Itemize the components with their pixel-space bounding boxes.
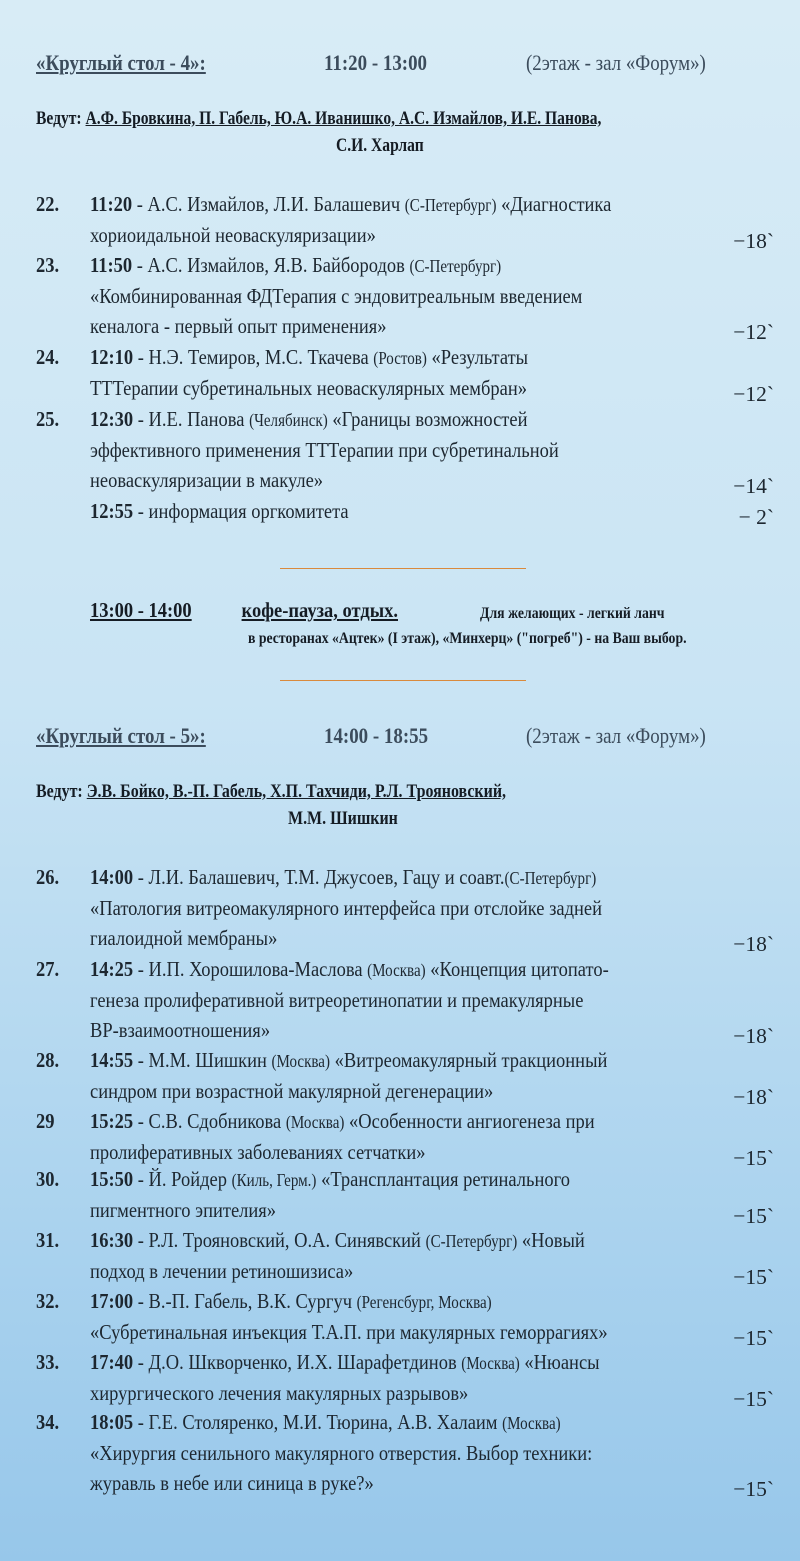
- agenda-item: [0, 250, 800, 342]
- item-line-1: [90, 189, 611, 221]
- item-title-start: «Нюансы: [519, 1350, 600, 1374]
- item-number: 25.: [36, 407, 60, 431]
- item-time: 18:05: [90, 1410, 134, 1434]
- item-title-start: «Концепция цитопато-: [425, 957, 609, 981]
- item-duration: −15`: [733, 1145, 774, 1170]
- item-city: (С-Петербург): [409, 256, 502, 276]
- item-line-1: [90, 1106, 595, 1138]
- item-time: 14:25: [90, 957, 134, 981]
- item-line-1: [90, 404, 527, 436]
- section5-leads-names: Э.В. Бойко, В.-П. Габель, Х.П. Тахчиди, Р.Л. Трояновский,: [86, 781, 507, 802]
- item-time: 14:55: [90, 1048, 134, 1072]
- agenda-item: [0, 1286, 800, 1350]
- item-line-2: «Патология витреомакулярного интерфейса при отслойке задней: [90, 895, 603, 920]
- agenda-item: [0, 496, 800, 527]
- item-line-2: «Хирургия сенильного макулярного отверстия. Выбор техники:: [90, 1440, 593, 1465]
- item-line-2: хориоидальной неоваскуляризации»: [90, 222, 376, 247]
- item-number: 27.: [36, 957, 60, 981]
- item-authors: - А.С. Измайлов, Л.И. Балашевич: [132, 192, 405, 216]
- item-duration: −18`: [733, 228, 774, 253]
- item-number: 33.: [36, 1350, 60, 1374]
- item-line-2: ТТТерапии субретинальных неоваскулярных мембран»: [90, 375, 527, 400]
- agenda-item: [0, 342, 800, 406]
- section4-time: 11:20 - 13:00: [324, 50, 427, 75]
- break-note-1: [480, 605, 695, 623]
- item-line-2: подход в лечении ретиношизиса»: [90, 1258, 354, 1283]
- item-city: (С-Петербург): [425, 1231, 518, 1251]
- item-title-start: «Границы возможностей: [327, 407, 528, 431]
- item-time: 12:30: [90, 407, 134, 431]
- item-line-1: [90, 496, 349, 527]
- break-title: кофе-пауза, отдых.: [241, 598, 399, 622]
- item-city: (С-Петербург): [504, 868, 597, 888]
- item-authors: - Р.Л. Трояновский, О.А. Синявский: [133, 1228, 426, 1252]
- item-duration: −15`: [733, 1386, 774, 1411]
- coffee-break: [90, 598, 448, 623]
- item-time: 15:25: [90, 1109, 134, 1133]
- item-authors: - И.Е. Панова: [133, 407, 250, 431]
- section4-leads-names-2: С.И. Харлап: [336, 135, 424, 156]
- item-authors: - Г.Е. Столяренко, М.И. Тюрина, А.В. Халаим: [133, 1410, 503, 1434]
- item-number: 23.: [36, 253, 60, 277]
- agenda-item: [0, 1164, 800, 1228]
- item-title-start: «Особенности ангиогенеза при: [344, 1109, 595, 1133]
- item-duration: −15`: [733, 1264, 774, 1289]
- agenda-item: [0, 1347, 800, 1411]
- separator-top: [280, 568, 526, 569]
- item-city: (Челябинск): [249, 410, 328, 430]
- section5-header: [36, 723, 706, 749]
- item-number: 26.: [36, 865, 60, 889]
- item-line-1: [90, 1164, 570, 1196]
- item-authors: - М.М. Шишкин: [133, 1048, 272, 1072]
- item-duration: −15`: [733, 1477, 774, 1501]
- item-number: 22.: [36, 192, 60, 216]
- item-line-2: «Субретинальная инъекция Т.А.П. при макулярных геморрагиях»: [90, 1319, 608, 1344]
- agenda-item: [0, 189, 800, 253]
- item-duration: −12`: [733, 320, 774, 344]
- item-authors: - Д.О. Шкворченко, И.Х. Шарафетдинов: [133, 1350, 462, 1374]
- item-duration: −12`: [733, 381, 774, 406]
- item-city: (Киль, Герм.): [231, 1170, 317, 1190]
- item-authors: - В.-П. Габель, В.К. Сургуч: [133, 1289, 357, 1313]
- item-line-3: ВР-взаимоотношения»: [90, 1018, 271, 1042]
- item-authors: - Н.Э. Темиров, М.С. Ткачева: [133, 345, 374, 369]
- item-line-3: гиалоидной мембраны»: [90, 926, 278, 950]
- section4-leads-names: А.Ф. Бровкина, П. Габель, Ю.А. Иванишко, А.С. Измайлов, И.Е. Панова,: [85, 108, 602, 129]
- item-authors: - С.В. Сдобникова: [133, 1109, 286, 1133]
- item-title-start: «Результаты: [426, 345, 529, 369]
- item-line-1: [90, 250, 501, 282]
- item-authors: - А.С. Измайлов, Я.В. Байбородов: [132, 253, 410, 277]
- item-time: 14:00: [90, 865, 134, 889]
- item-number: 28.: [36, 1048, 60, 1072]
- break-note-2-text: в ресторанах «Ацтек» (I этаж), «Минхерц» ("погреб") - на Ваш выбор.: [248, 630, 687, 647]
- separator-bottom: [280, 680, 526, 681]
- item-line-1: [90, 1225, 585, 1257]
- item-authors: - информация оргкомитета: [133, 499, 349, 523]
- item-number: 24.: [36, 345, 60, 369]
- agenda-item: [0, 862, 800, 954]
- item-authors: - Л.И. Балашевич, Т.М. Джусоев, Гацу и соавт.: [133, 865, 505, 889]
- item-number: 32.: [36, 1289, 60, 1313]
- item-title-start: «Витреомакулярный тракционный: [330, 1048, 608, 1072]
- section4-leads-line2: [336, 135, 443, 157]
- break-note-1-text: Для желающих - легкий ланч: [480, 605, 665, 622]
- agenda-item: [0, 954, 800, 1046]
- item-city: (Москва): [367, 960, 426, 980]
- item-duration: −15`: [733, 1203, 774, 1228]
- item-line-3: журавль в небе или синица в руке?»: [90, 1471, 374, 1495]
- section5-leads-line2: [288, 808, 419, 830]
- item-line-1: [90, 342, 528, 374]
- item-time: 12:55: [90, 499, 134, 523]
- item-line-2: генеза пролиферативной витреоретинопатии и премакулярные: [90, 987, 584, 1012]
- section5-time: 14:00 - 18:55: [324, 723, 429, 748]
- section5-leads: [36, 781, 596, 803]
- item-line-2: пигментного эпителия»: [90, 1197, 277, 1222]
- break-time: 13:00 - 14:00: [90, 598, 192, 622]
- item-number: 29: [36, 1109, 55, 1133]
- item-duration: − 2`: [738, 505, 774, 529]
- section5-leads-names-2: М.М. Шишкин: [288, 808, 398, 829]
- item-line-1: [90, 1045, 607, 1077]
- agenda-item: [0, 1106, 800, 1170]
- section4-title: «Круглый стол - 4»:: [36, 50, 206, 75]
- item-line-2: хирургического лечения макулярных разрывов»: [90, 1380, 469, 1405]
- item-title-start: «Трансплантация ретинального: [316, 1167, 570, 1191]
- item-time: 16:30: [90, 1228, 134, 1252]
- item-line-2: синдром при возрастной макулярной дегенерации»: [90, 1078, 494, 1103]
- item-line-3: кеналога - первый опыт применения»: [90, 314, 387, 338]
- item-number: 34.: [36, 1410, 60, 1434]
- item-city: (Регенсбург, Москва): [356, 1292, 492, 1312]
- item-number: 30.: [36, 1167, 60, 1191]
- item-time: 17:40: [90, 1350, 134, 1374]
- item-line-2: «Комбинированная ФДТерапия с эндовитреальным введением: [90, 283, 583, 308]
- item-duration: −18`: [733, 1084, 774, 1109]
- item-line-2: пролиферативных заболеваниях сетчатки»: [90, 1139, 426, 1164]
- item-time: 12:10: [90, 345, 134, 369]
- item-duration: −18`: [733, 1024, 774, 1048]
- break-note-2: [248, 630, 758, 648]
- item-line-1: [90, 862, 596, 894]
- item-time: 15:50: [90, 1167, 134, 1191]
- section4-header: [36, 50, 706, 76]
- item-line-1: [90, 1407, 561, 1439]
- item-city: (С-Петербург): [404, 195, 497, 215]
- section5-title: «Круглый стол - 5»:: [36, 723, 206, 748]
- item-duration: −14`: [733, 474, 774, 498]
- item-title-start: «Новый: [517, 1228, 585, 1252]
- item-time: 11:50: [90, 253, 133, 277]
- agenda-item: [0, 1407, 800, 1499]
- item-city: (Москва): [461, 1353, 520, 1373]
- item-city: (Москва): [502, 1413, 561, 1433]
- item-line-1: [90, 954, 609, 986]
- item-line-2: эффективного применения ТТТерапии при субретинальной: [90, 437, 559, 462]
- item-time: 17:00: [90, 1289, 134, 1313]
- item-duration: −18`: [733, 932, 774, 956]
- item-authors: - И.П. Хорошилова-Маслова: [133, 957, 368, 981]
- item-line-3: неоваскуляризации в макуле»: [90, 468, 324, 492]
- item-city: (Ростов): [373, 348, 427, 368]
- item-title-start: «Диагностика: [496, 192, 612, 216]
- agenda-item: [0, 404, 800, 496]
- section4-leads: [36, 108, 726, 130]
- item-city: (Москва): [271, 1051, 331, 1071]
- item-number: 31.: [36, 1228, 60, 1252]
- item-authors: - Й. Ройдер: [133, 1167, 232, 1191]
- section4-leads-label: Ведут:: [36, 108, 82, 129]
- item-line-1: [90, 1347, 600, 1379]
- item-duration: −15`: [733, 1325, 774, 1350]
- section5-place: (2этаж - зал «Форум»): [526, 723, 706, 748]
- agenda-item: [0, 1045, 800, 1109]
- section4-place: (2этаж - зал «Форум»): [526, 50, 706, 75]
- item-city: (Москва): [285, 1112, 345, 1132]
- section5-leads-label: Ведут:: [36, 781, 83, 802]
- item-line-1: [90, 1286, 492, 1318]
- agenda-item: [0, 1225, 800, 1289]
- item-time: 11:20: [90, 192, 133, 216]
